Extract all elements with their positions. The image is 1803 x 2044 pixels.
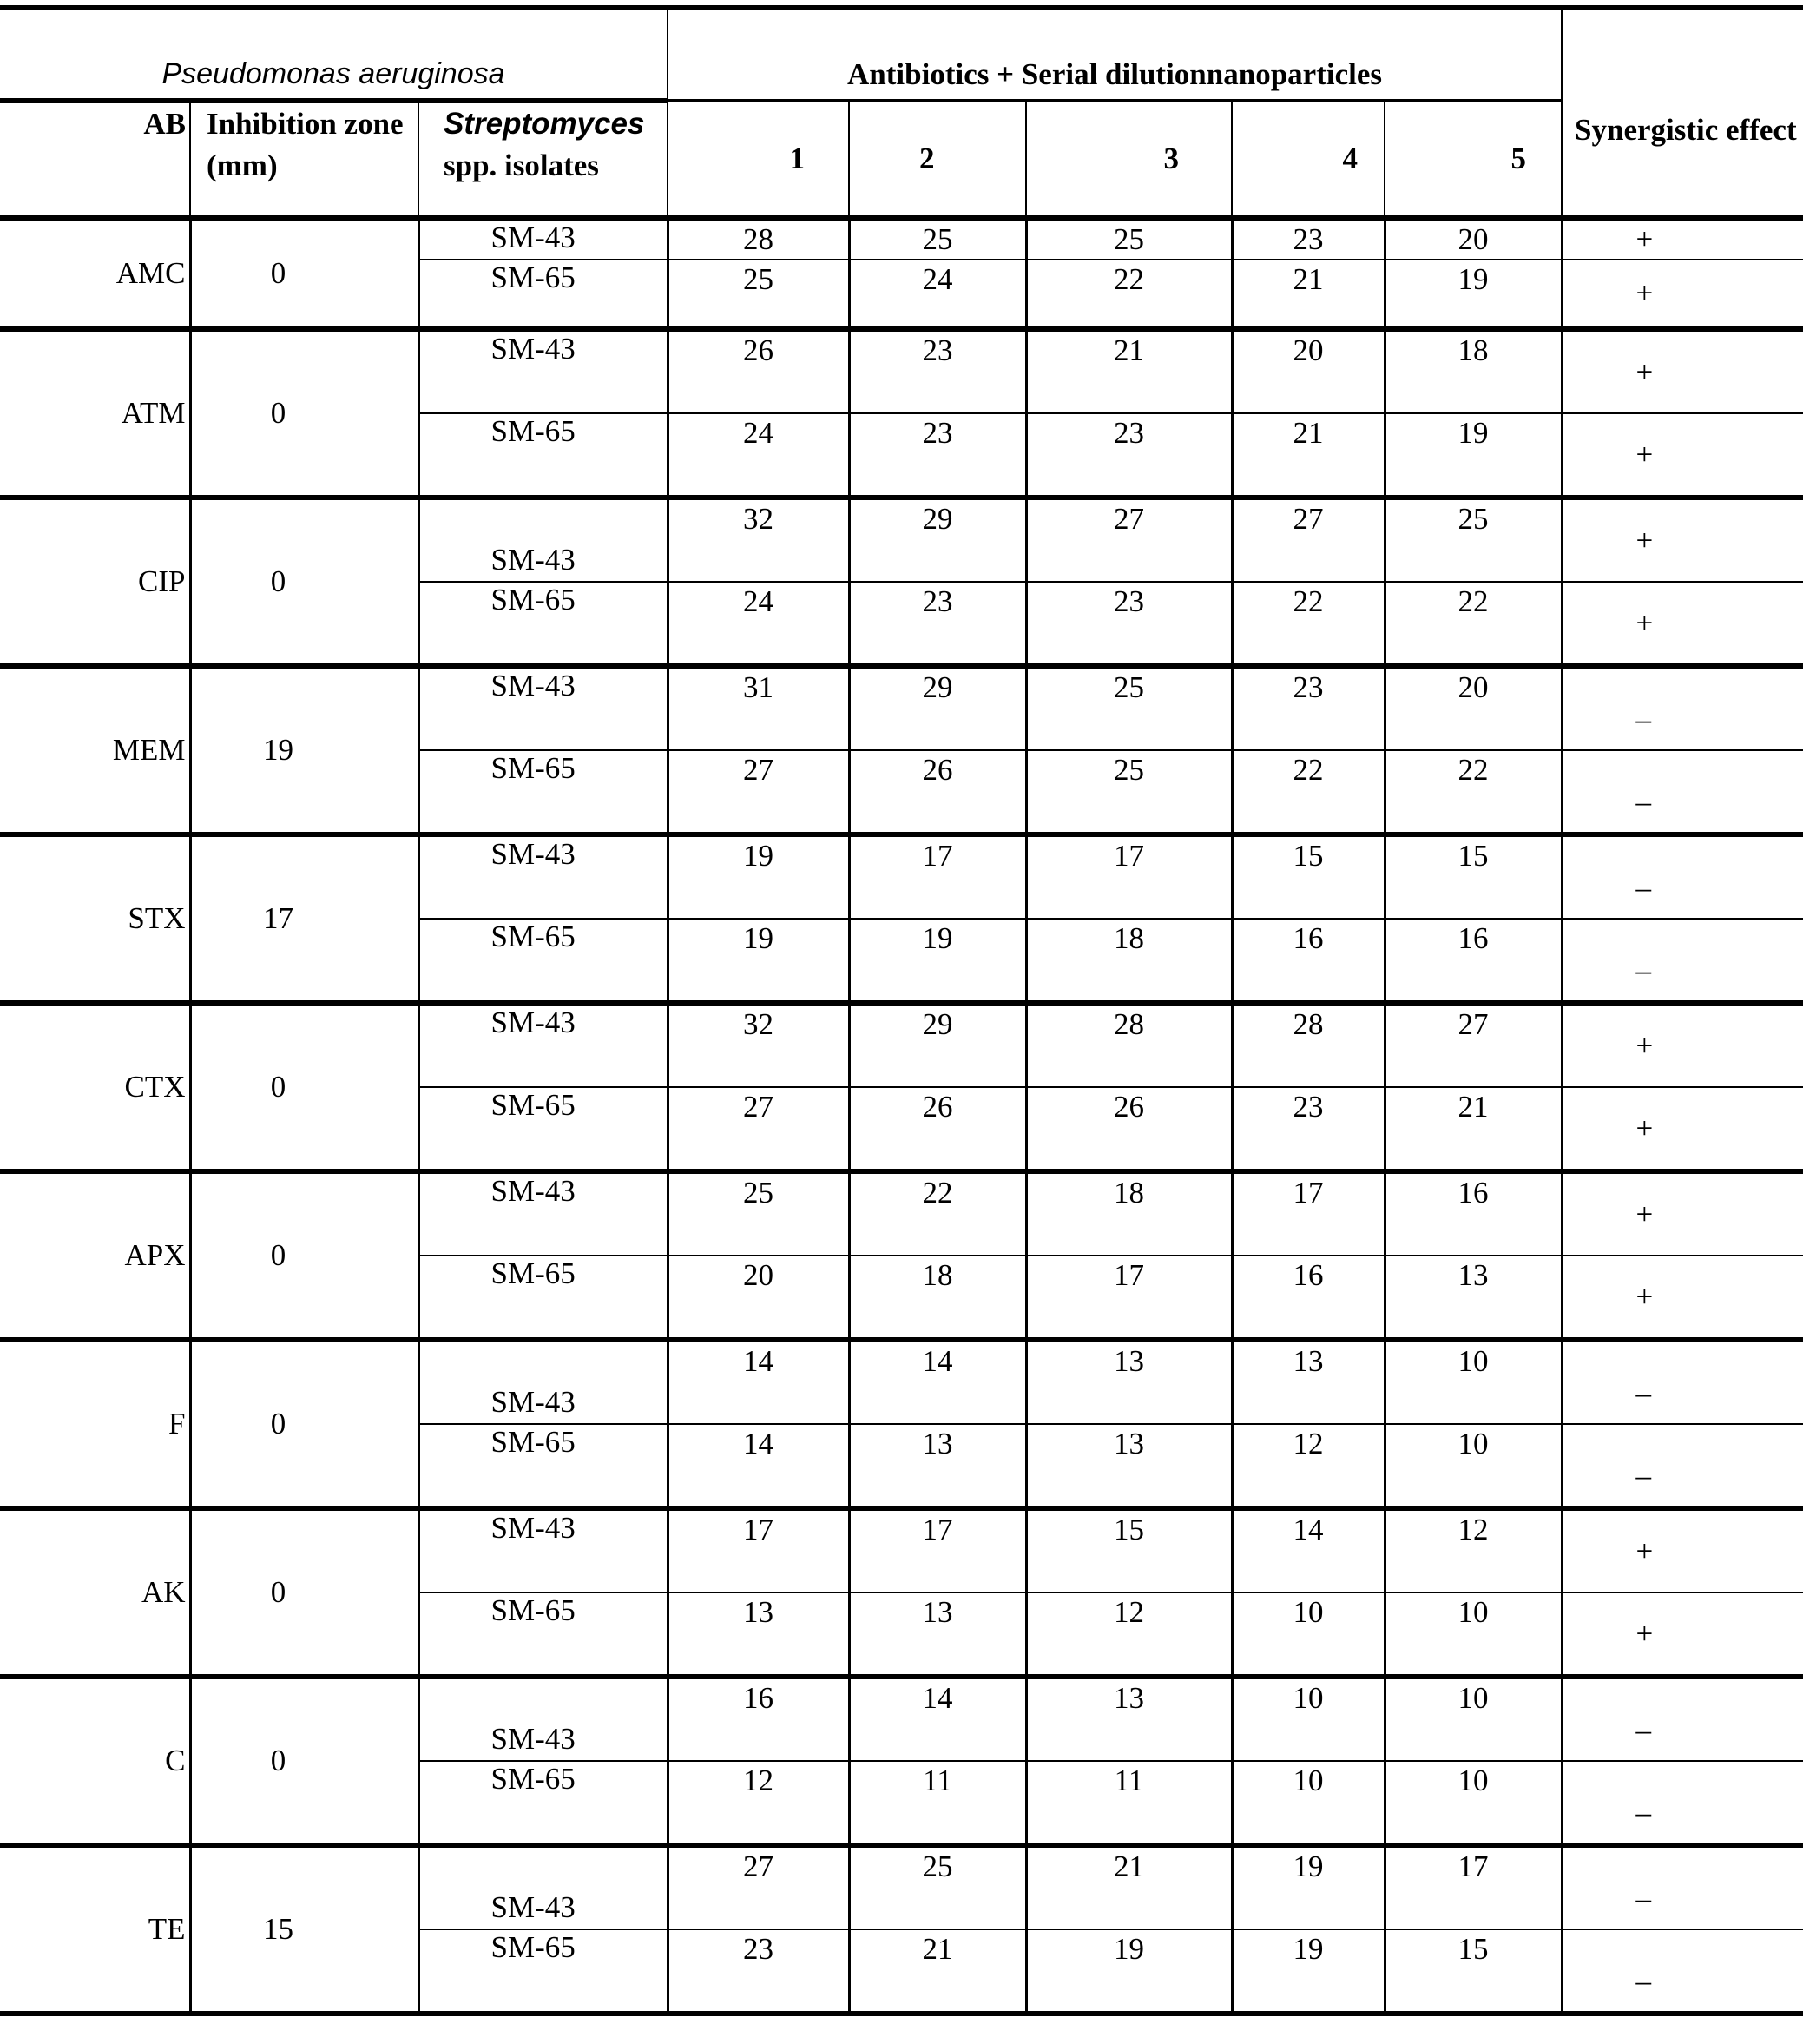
table-row [0,1508,1803,1592]
dilution-value-1: 20 [668,1256,849,1340]
table-row [0,1677,1803,1761]
synergy-effect-cell: + [1562,582,1803,666]
dilution-value-4: 23 [1232,666,1385,750]
dilution-value-2: 24 [849,260,1026,329]
inhibition-zone-cell: 0 [190,1003,418,1171]
antibiotic-cell: ATM [0,329,190,498]
dilution-value-4: 17 [1232,1171,1385,1256]
dilution-value-2: 23 [849,413,1026,498]
dilution-value-2: 29 [849,666,1026,750]
dilution-value-2: 29 [849,1003,1026,1087]
dilution-value-2: 23 [849,329,1026,413]
inhibition-zone-cell: 15 [190,1845,418,2014]
dilution-value-4: 27 [1232,498,1385,582]
dilution-value-1: 19 [668,919,849,1003]
dilution-value-3: 12 [1026,1592,1232,1677]
inhibition-zone-cell: 0 [190,329,418,498]
dilution-value-5: 22 [1385,582,1562,666]
dilution-value-2: 25 [849,218,1026,260]
dilution-value-1: 12 [668,1761,849,1845]
isolate-cell: SM-65 [418,260,668,329]
table-row [0,834,1803,919]
isolate-cell: SM-65 [418,582,668,666]
isolate-cell: SM-43 [418,1845,668,1929]
table-row [0,1003,1803,1087]
isolate-cell: SM-43 [418,666,668,750]
dilution-value-5: 19 [1385,260,1562,329]
dilution-value-1: 14 [668,1424,849,1508]
dilution-value-3: 18 [1026,1171,1232,1256]
dilution-value-2: 29 [849,498,1026,582]
dilution-value-4: 10 [1232,1761,1385,1845]
antibiotic-cell: APX [0,1171,190,1340]
dilution-value-2: 21 [849,1929,1026,2014]
dilution-value-1: 24 [668,413,849,498]
inhibition-zone-header: Inhibition zone (mm) [190,101,418,218]
dilution-value-4: 22 [1232,750,1385,834]
dilution-value-3: 22 [1026,260,1232,329]
dilution-value-5: 13 [1385,1256,1562,1340]
dilution-value-5: 17 [1385,1845,1562,1929]
synergy-effect-cell: _ [1562,666,1803,750]
antibiotic-cell: STX [0,834,190,1003]
dilution-value-4: 14 [1232,1508,1385,1592]
isolate-cell: SM-65 [418,1087,668,1171]
synergy-effect-cell: _ [1562,1845,1803,1929]
isolate-cell: SM-65 [418,1256,668,1340]
dilution-value-2: 14 [849,1677,1026,1761]
dilution-value-3: 17 [1026,1256,1232,1340]
dilution-value-3: 13 [1026,1424,1232,1508]
isolate-cell: SM-65 [418,919,668,1003]
isolate-cell: SM-43 [418,218,668,260]
dilution-value-4: 16 [1232,919,1385,1003]
dilution-value-1: 19 [668,834,849,919]
dilution-value-4: 20 [1232,329,1385,413]
dilution-value-3: 25 [1026,666,1232,750]
antibiotic-cell: AMC [0,218,190,329]
dilution-value-4: 12 [1232,1424,1385,1508]
dilution-value-3: 11 [1026,1761,1232,1845]
dilution-header-5: 5 [1385,101,1562,218]
antibiotic-cell: CTX [0,1003,190,1171]
isolate-cell: SM-43 [418,1677,668,1761]
table-row [0,218,1803,260]
isolate-cell: SM-65 [418,1592,668,1677]
synergy-effect-cell: + [1562,260,1803,329]
dilution-value-3: 21 [1026,1845,1232,1929]
dilution-value-2: 14 [849,1340,1026,1424]
synergy-effect-cell: _ [1562,1340,1803,1424]
dilution-group-header: Antibiotics + Serial dilutionnanoparticles [668,8,1562,101]
dilution-value-5: 15 [1385,834,1562,919]
isolate-cell: SM-43 [418,498,668,582]
dilution-value-1: 23 [668,1929,849,2014]
synergy-effect-cell: + [1562,1508,1803,1592]
dilution-value-1: 27 [668,1845,849,1929]
dilution-value-3: 27 [1026,498,1232,582]
inhibition-zone-cell: 0 [190,1171,418,1340]
dilution-value-1: 14 [668,1340,849,1424]
dilution-value-5: 20 [1385,218,1562,260]
isolate-cell: SM-65 [418,1761,668,1845]
dilution-value-3: 19 [1026,1929,1232,2014]
synergy-effect-cell: + [1562,1087,1803,1171]
table-row [0,498,1803,582]
synergy-effect-cell: + [1562,498,1803,582]
synergy-effect-cell: + [1562,218,1803,260]
dilution-value-1: 27 [668,750,849,834]
dilution-value-1: 28 [668,218,849,260]
table-row [0,1171,1803,1256]
organism-header: Pseudomonas aeruginosa [0,8,668,101]
synergy-effect-cell: _ [1562,1761,1803,1845]
dilution-value-5: 22 [1385,750,1562,834]
dilution-value-3: 13 [1026,1677,1232,1761]
dilution-value-4: 19 [1232,1929,1385,2014]
synergy-table [0,5,1803,2016]
dilution-value-1: 32 [668,1003,849,1087]
isolate-cell: SM-43 [418,1340,668,1424]
dilution-value-5: 16 [1385,919,1562,1003]
dilution-value-3: 15 [1026,1508,1232,1592]
dilution-value-4: 13 [1232,1340,1385,1424]
isolate-cell: SM-65 [418,1424,668,1508]
dilution-value-5: 15 [1385,1929,1562,2014]
dilution-value-3: 25 [1026,218,1232,260]
inhibition-zone-cell: 0 [190,498,418,666]
dilution-value-4: 19 [1232,1845,1385,1929]
dilution-value-2: 13 [849,1592,1026,1677]
isolate-cell: SM-65 [418,750,668,834]
synergy-effect-cell: + [1562,329,1803,413]
dilution-value-1: 26 [668,329,849,413]
synergy-effect-cell: _ [1562,750,1803,834]
dilution-value-5: 10 [1385,1340,1562,1424]
dilution-value-4: 10 [1232,1677,1385,1761]
dilution-value-2: 18 [849,1256,1026,1340]
table-row [0,1845,1803,1929]
dilution-value-1: 17 [668,1508,849,1592]
synergy-header: Synergistic effect [1562,8,1803,218]
table-row [0,666,1803,750]
dilution-value-4: 23 [1232,218,1385,260]
dilution-value-3: 25 [1026,750,1232,834]
dilution-value-2: 13 [849,1424,1026,1508]
dilution-value-2: 19 [849,919,1026,1003]
antibiotic-cell: TE [0,1845,190,2014]
dilution-value-3: 23 [1026,413,1232,498]
dilution-value-5: 10 [1385,1592,1562,1677]
dilution-value-3: 23 [1026,582,1232,666]
isolate-cell: SM-43 [418,1508,668,1592]
inhibition-zone-cell: 0 [190,218,418,329]
antibiotic-cell: C [0,1677,190,1845]
dilution-value-5: 20 [1385,666,1562,750]
synergy-effect-cell: _ [1562,919,1803,1003]
antibiotic-cell: AK [0,1508,190,1677]
isolates-suffix: spp. isolates [444,148,599,182]
isolate-cell: SM-65 [418,413,668,498]
dilution-value-5: 21 [1385,1087,1562,1171]
dilution-value-2: 17 [849,1508,1026,1592]
isolate-cell: SM-43 [418,834,668,919]
dilution-value-1: 16 [668,1677,849,1761]
synergy-effect-cell: + [1562,1171,1803,1256]
dilution-value-4: 16 [1232,1256,1385,1340]
dilution-value-5: 25 [1385,498,1562,582]
dilution-value-4: 22 [1232,582,1385,666]
dilution-value-4: 28 [1232,1003,1385,1087]
dilution-header-3: 3 [1026,101,1232,218]
dilution-value-4: 10 [1232,1592,1385,1677]
isolates-genus: Streptomyces [444,107,645,141]
dilution-value-5: 16 [1385,1171,1562,1256]
dilution-value-2: 22 [849,1171,1026,1256]
synergy-effect-cell: _ [1562,834,1803,919]
dilution-value-1: 25 [668,1171,849,1256]
inhibition-zone-cell: 17 [190,834,418,1003]
synergy-effect-cell: + [1562,1003,1803,1087]
dilution-header-2: 2 [849,101,1026,218]
isolate-cell: SM-65 [418,1929,668,2014]
dilution-value-1: 24 [668,582,849,666]
dilution-header-4: 4 [1232,101,1385,218]
synergy-effect-cell: + [1562,1256,1803,1340]
isolate-cell: SM-43 [418,1003,668,1087]
antibiotic-cell: MEM [0,666,190,834]
dilution-value-3: 28 [1026,1003,1232,1087]
dilution-value-4: 15 [1232,834,1385,919]
dilution-value-5: 18 [1385,329,1562,413]
dilution-value-1: 31 [668,666,849,750]
dilution-value-2: 23 [849,582,1026,666]
dilution-value-4: 21 [1232,260,1385,329]
dilution-value-2: 11 [849,1761,1026,1845]
dilution-value-2: 26 [849,1087,1026,1171]
synergy-effect-cell: + [1562,1592,1803,1677]
synergy-effect-cell: _ [1562,1424,1803,1508]
dilution-value-2: 26 [849,750,1026,834]
dilution-value-3: 26 [1026,1087,1232,1171]
inhibition-zone-cell: 19 [190,666,418,834]
dilution-value-2: 17 [849,834,1026,919]
dilution-value-3: 17 [1026,834,1232,919]
antibiotic-cell: F [0,1340,190,1508]
inhibition-zone-cell: 0 [190,1508,418,1677]
inhibition-zone-cell: 0 [190,1677,418,1845]
synergy-effect-cell: _ [1562,1677,1803,1761]
ab-header: AB [0,101,190,218]
synergy-effect-cell: _ [1562,1929,1803,2014]
dilution-value-4: 21 [1232,413,1385,498]
isolates-header [418,101,668,218]
dilution-value-2: 25 [849,1845,1026,1929]
dilution-value-3: 18 [1026,919,1232,1003]
dilution-value-5: 10 [1385,1761,1562,1845]
dilution-value-5: 12 [1385,1508,1562,1592]
table-row [0,329,1803,413]
dilution-value-5: 27 [1385,1003,1562,1087]
dilution-header-1: 1 [668,101,849,218]
inhibition-zone-cell: 0 [190,1340,418,1508]
synergy-effect-cell: + [1562,413,1803,498]
isolate-cell: SM-43 [418,1171,668,1256]
dilution-value-3: 13 [1026,1340,1232,1424]
dilution-value-4: 23 [1232,1087,1385,1171]
table-row [0,1340,1803,1424]
dilution-value-1: 25 [668,260,849,329]
dilution-value-1: 13 [668,1592,849,1677]
dilution-value-5: 10 [1385,1424,1562,1508]
dilution-value-3: 21 [1026,329,1232,413]
dilution-value-5: 19 [1385,413,1562,498]
dilution-value-5: 10 [1385,1677,1562,1761]
dilution-value-1: 32 [668,498,849,582]
isolate-cell: SM-43 [418,329,668,413]
dilution-value-1: 27 [668,1087,849,1171]
antibiotic-cell: CIP [0,498,190,666]
